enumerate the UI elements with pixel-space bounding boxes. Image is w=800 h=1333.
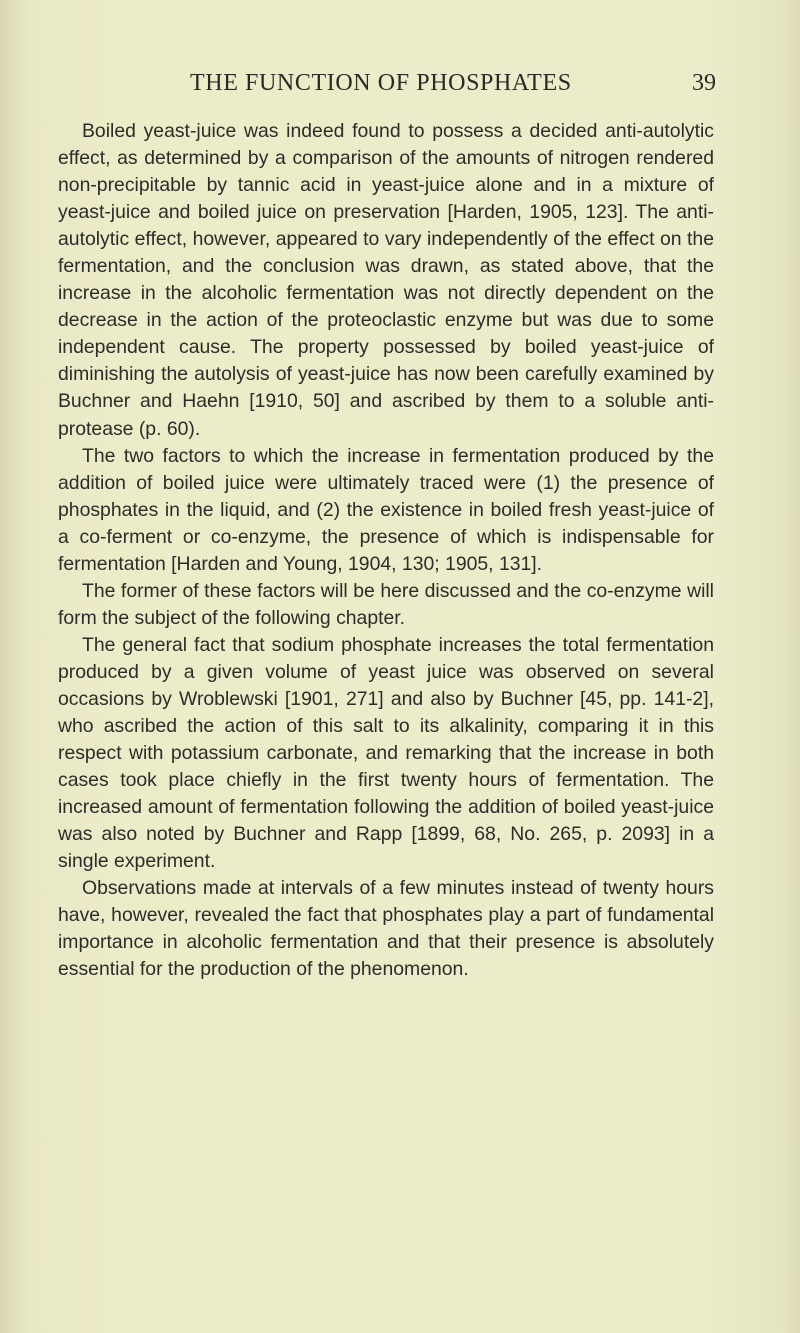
running-title: THE FUNCTION OF PHOSPHATES [190,70,572,96]
paragraph-1: Boiled yeast-juice was indeed found to possess a decided anti-autolytic effect, as determined by a comparison of the amounts of nitrogen rendered non-precipitable by tannic acid in yeast-juice alone and in a mixture of yeast-juice and boiled juice on preservation [Harden, 1905, 123]. The anti-autolytic effect, however, appeared to vary independently of the effect on the fermentation, and the conclusion was drawn, as stated above, that the increase in the alcoholic fermentation was not directly dependent on the decrease in the action of the proteoclastic enzyme but was due to some independent cause. The property possessed by boiled yeast-juice of diminishing the autolysis of yeast-juice has now been carefully examined by Buchner and Haehn [1910, 50] and ascribed by them to a soluble anti-protease (p. 60). [58,120,714,440]
paragraph-5: Observations made at intervals of a few minutes instead of twenty hours have, however, revealed the fact that phosphates play a part of fundamental importance in alcoholic fermentation and that their presence is absolutely essential for the production of the phenomenon. [58,877,714,981]
body-text [58,118,714,984]
page-header [0,70,800,104]
paragraph-2: The two factors to which the increase in fermentation produced by the addition of boiled juice were ultimately traced were (1) the presence of phosphates in the liquid, and (2) the existence in boiled fresh yeast-juice of a co-ferment or co-enzyme, the presence of which is indispensable for fermentation [Harden and Young, 1904, 130; 1905, 131]. [58,444,714,575]
page-number: 39 [692,70,716,96]
paragraph-3: The former of these factors will be here discussed and the co-enzyme will form the subject of the following chapter. [58,579,714,629]
paragraph-4: The general fact that sodium phosphate increases the total fermentation produced by a given volume of yeast juice was observed on several occasions by Wroblewski [1901, 271] and also by Buchner [45, pp. 141-2], who ascribed the action of this salt to its alkalinity, comparing it in this respect with potassium carbonate, and remarking that the increase in both cases took place chiefly in the first twenty hours of fermentation. The increased amount of fermentation following the addition of boiled yeast-juice was also noted by Buchner and Rapp [1899, 68, No. 265, p. 2093] in a single experiment. [58,633,714,873]
